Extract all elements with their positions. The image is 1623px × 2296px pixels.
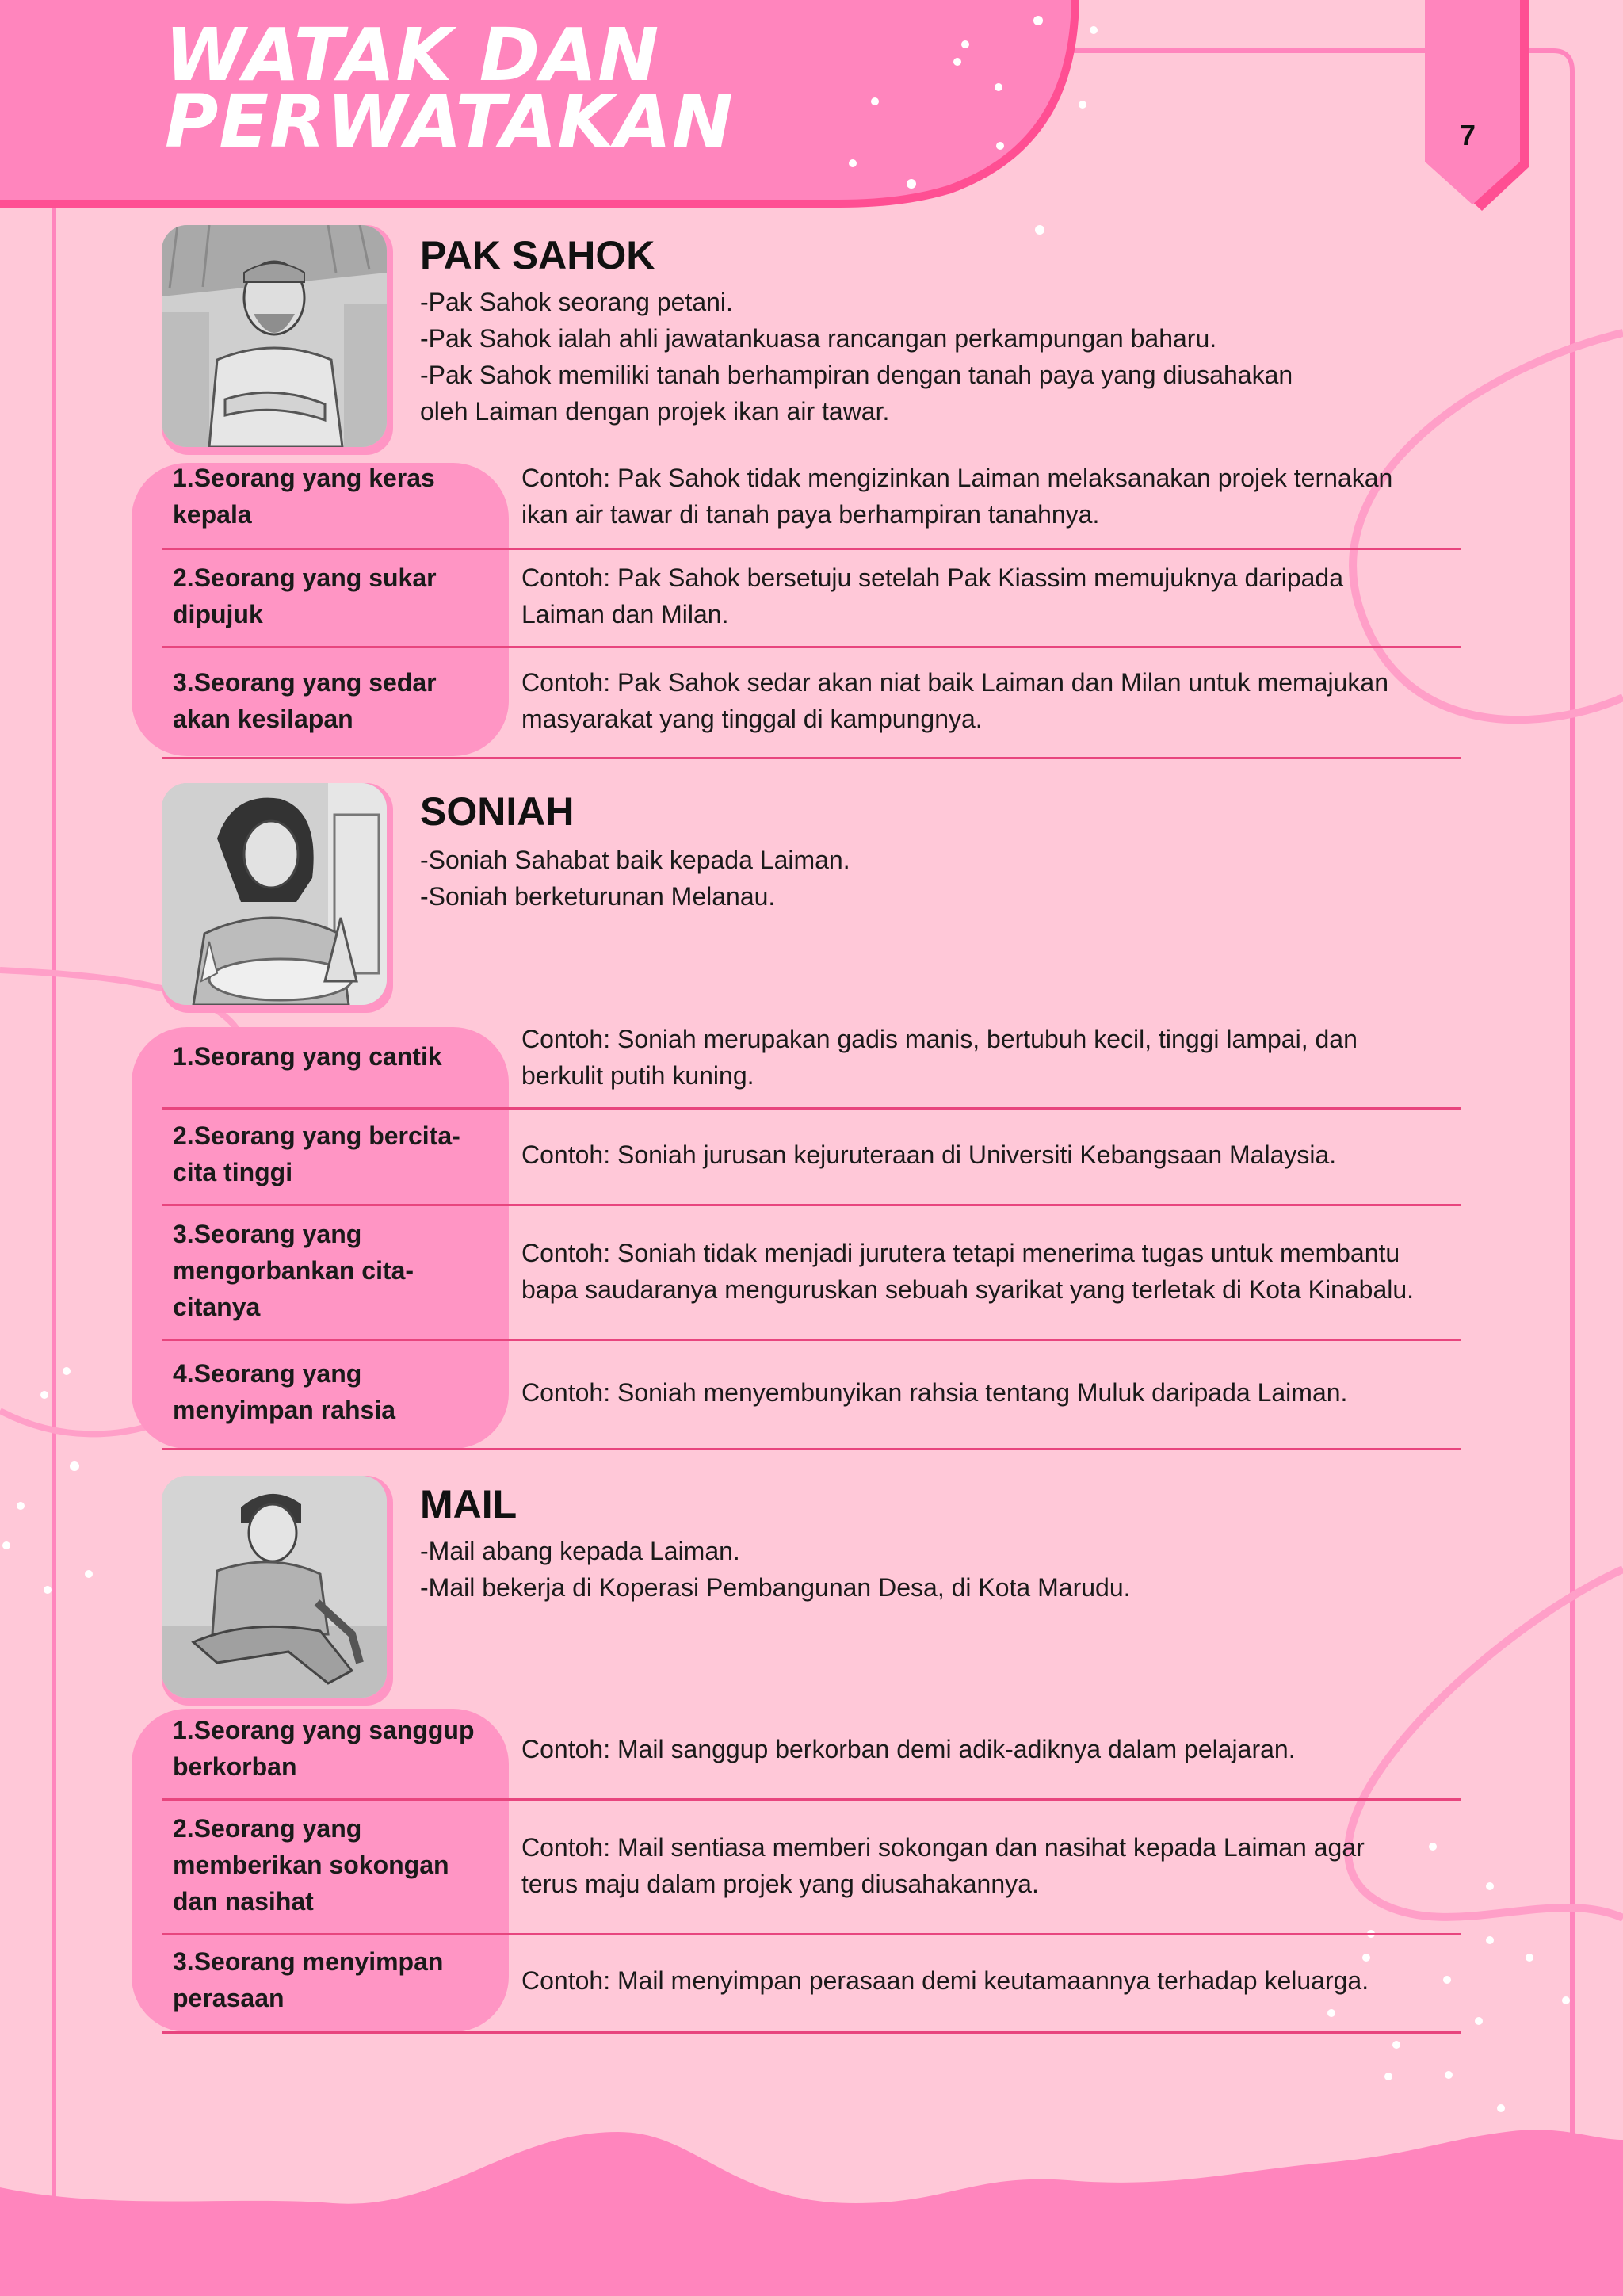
trait-example: Contoh: Mail menyimpan perasaan demi keutamaannya terhadap keluarga.: [521, 1966, 1369, 1995]
row-divider: [162, 2031, 1461, 2034]
trait-example: Contoh: Pak Sahok sedar akan niat baik Laiman dan Milan untuk memajukan masyarakat yang tinggal di kampungnya.: [521, 668, 1388, 733]
description-line: -Mail bekerja di Koperasi Pembangunan Desa, di Kota Marudu.: [420, 1573, 1131, 1602]
description-line: -Pak Sahok memiliki tanah berhampiran dengan tanah paya yang diusahakan: [420, 361, 1293, 389]
soniah-illustration: [162, 783, 387, 1005]
description-line: -Pak Sahok ialah ahli jawatankuasa rancangan perkampungan baharu.: [420, 324, 1217, 353]
trait-row: [162, 550, 1461, 648]
trait-label: 1.Seorang yang sanggup berkorban: [173, 1716, 475, 1781]
page-title-line-1: WATAK DAN: [165, 13, 660, 97]
trait-example: Contoh: Soniah tidak menjadi jurutera tetapi menerima tugas untuk membantu bapa saudaranya menguruskan sebuah syarikat yang terletak di Kota Kinabalu.: [521, 1239, 1415, 1304]
trait-label: 4.Seorang yang menyimpan rahsia: [173, 1359, 395, 1424]
trait-example: Contoh: Soniah jurusan kejuruteraan di Universiti Kebangsaan Malaysia.: [521, 1140, 1337, 1169]
description-line: -Mail abang kepada Laiman.: [420, 1537, 740, 1565]
page-number: 7: [1459, 119, 1476, 151]
description-line: -Soniah berketurunan Melanau.: [420, 882, 776, 911]
trait-row: [162, 1110, 1461, 1206]
page-title-line-2: PERWATAKAN: [165, 79, 735, 164]
trait-label: 1.Seorang yang keras kepala: [173, 464, 435, 529]
row-divider: [162, 1448, 1461, 1450]
description-line: -Soniah Sahabat baik kepada Laiman.: [420, 846, 850, 874]
trait-row: [162, 1016, 1461, 1110]
trait-label: 3.Seorang menyimpan perasaan: [173, 1947, 444, 2012]
portrait-soniah: [162, 783, 393, 1013]
trait-example: Contoh: Pak Sahok tidak mengizinkan Laiman melaksanakan projek ternakan ikan air tawar di tanah paya berhampiran tanahnya.: [521, 464, 1393, 529]
trait-row: [162, 648, 1461, 759]
character-name: MAIL: [420, 1482, 517, 1526]
trait-row: [162, 1341, 1461, 1450]
trait-row: [162, 460, 1461, 550]
trait-example: Contoh: Pak Sahok bersetuju setelah Pak Kiassim memujuknya daripada Laiman dan Milan.: [521, 563, 1344, 628]
trait-row: [162, 1710, 1461, 1801]
character-description: [420, 842, 850, 915]
trait-label: 2.Seorang yang bercita- cita tinggi: [173, 1121, 460, 1186]
description-line: oleh Laiman dengan projek ikan air tawar.: [420, 397, 890, 426]
character-description: [420, 284, 1293, 430]
trait-row: [162, 1801, 1461, 1935]
trait-row: [162, 1935, 1461, 2034]
trait-label: 2.Seorang yang memberikan sokongan dan nasihat: [173, 1814, 449, 1916]
pak-sahok-illustration: [162, 225, 387, 447]
portrait-pak-sahok: [162, 225, 393, 455]
description-line: -Pak Sahok seorang petani.: [420, 288, 733, 316]
trait-label: 1.Seorang yang cantik: [173, 1042, 442, 1071]
trait-row: [162, 1206, 1461, 1341]
trait-label: 3.Seorang yang sedar akan kesilapan: [173, 668, 437, 733]
mail-illustration: [162, 1476, 387, 1698]
trait-example: Contoh: Soniah merupakan gadis manis, bertubuh kecil, tinggi lampai, dan berkulit putih kuning.: [521, 1025, 1358, 1090]
character-description: [420, 1533, 1131, 1606]
trait-label: 3.Seorang yang mengorbankan cita- citanya: [173, 1220, 414, 1321]
trait-example: Contoh: Soniah menyembunyikan rahsia tentang Muluk daripada Laiman.: [521, 1378, 1348, 1407]
character-name: SONIAH: [420, 789, 575, 834]
trait-example: Contoh: Mail sanggup berkorban demi adik-adiknya dalam pelajaran.: [521, 1735, 1296, 1763]
trait-example: Contoh: Mail sentiasa memberi sokongan dan nasihat kepada Laiman agar terus maju dalam projek yang diusahakannya.: [521, 1833, 1365, 1898]
trait-label: 2.Seorang yang sukar dipujuk: [173, 563, 437, 628]
portrait-mail: [162, 1476, 393, 1706]
character-name: PAK SAHOK: [420, 233, 655, 277]
row-divider: [162, 757, 1461, 759]
page-title: [165, 13, 878, 164]
